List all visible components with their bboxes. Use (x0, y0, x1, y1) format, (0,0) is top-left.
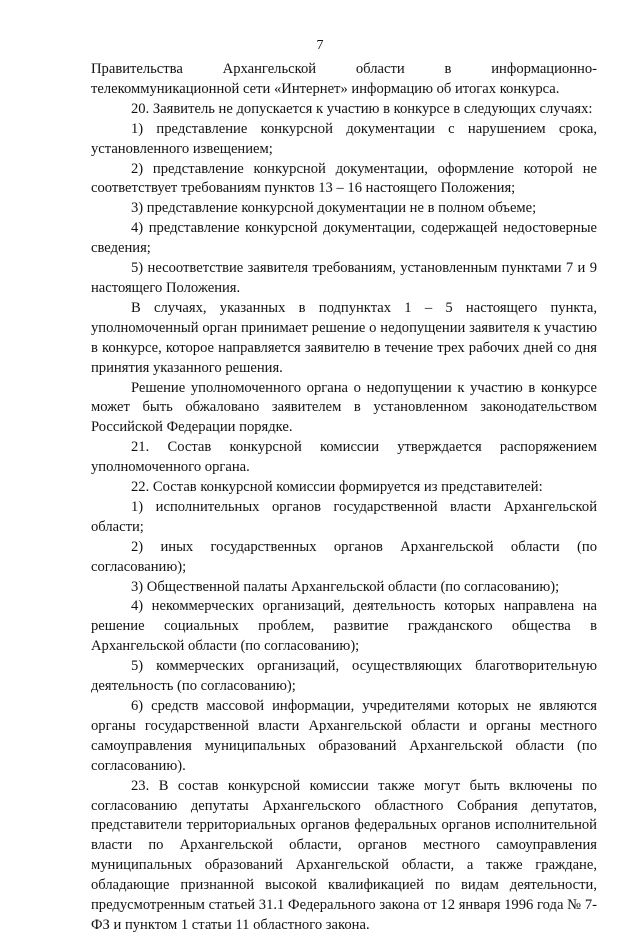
paragraph-clause-22-item-1: 1) исполнительных органов государственной власти Архангельской области; (91, 498, 597, 535)
paragraph-clause-20-item-4: 4) представление конкурсной документации, содержащей недостоверные сведения; (91, 220, 597, 257)
paragraph-clause-22-item-6: 6) средств массовой информации, учредителями которых не являются органы государственной власти Архангельской области и органы местного самоуправления муниципальных образований Архангельской области (по согласованию). (91, 698, 597, 774)
page-number: 7 (316, 38, 324, 53)
paragraph-clause-20: 20. Заявитель не допускается к участию в конкурсе в следующих случаях: (131, 100, 593, 117)
document-body (91, 60, 597, 936)
paragraph-clause-22-item-2: 2) иных государственных органов Архангельской области (по согласованию); (91, 538, 597, 575)
paragraph-clause-22-item-5: 5) коммерческих организаций, осуществляющих благотворительную деятельность (по согласованию); (91, 658, 597, 695)
paragraph-clause-20-item-3: 3) представление конкурсной документации не в полном объеме; (131, 200, 537, 217)
paragraph-continuation: Правительства Архангельской области в информационно-телекоммуникационной сети «Интернет» информацию об итогах конкурса. (91, 61, 597, 97)
paragraph-clause-20-item-2: 2) представление конкурсной документации, оформление которой не соответствует требованиям пунктов 13 – 16 настоящего Положения; (91, 160, 597, 197)
paragraph-clause-20-item-1: 1) представление конкурсной документации с нарушением срока, установленного извещением; (91, 120, 597, 157)
paragraph-clause-22-item-4: 4) некоммерческих организаций, деятельность которых направлена на решение социальных проблем, развитие гражданского общества в Архангельской области (по согласованию); (91, 598, 597, 655)
paragraph-clause-20-appeal: Решение уполномоченного органа о недопущении к участию в конкурсе может быть обжаловано заявителем в установленном законодательством Российской Федерации порядке. (91, 379, 597, 436)
paragraph-clause-23: 23. В состав конкурсной комиссии также могут быть включены по согласованию депутаты Архангельского областного Собрания депутатов, представители территориальных органов федеральных органов исполнительной власти по Архангельской области, органов местного самоуправления муниципальных образований Архангельской области, а также граждане, обладающие признанной высокой квалификацией по видам деятельности, предусмотренным статьей 31.1 Федерального закона от 12 января 1996 года № 7-ФЗ и пунктом 1 статьи 11 областного закона. (91, 777, 597, 933)
paragraph-clause-21: 21. Состав конкурсной комиссии утверждается распоряжением уполномоченного органа. (91, 439, 597, 476)
paragraph-clause-22: 22. Состав конкурсной комиссии формируется из представителей: (131, 479, 543, 496)
paragraph-clause-22-item-3: 3) Общественной палаты Архангельской области (по согласованию); (131, 578, 560, 595)
paragraph-clause-20-item-5: 5) несоответствие заявителя требованиям, установленным пунктами 7 и 9 настоящего Положения. (91, 260, 597, 296)
paragraph-clause-20-cases: В случаях, указанных в подпунктах 1 – 5 настоящего пункта, уполномоченный орган принимает решение о недопущении заявителя к участию в конкурсе, которое направляется заявителю в течение трех рабочих дней со дня принятия указанного решения. (91, 299, 597, 376)
